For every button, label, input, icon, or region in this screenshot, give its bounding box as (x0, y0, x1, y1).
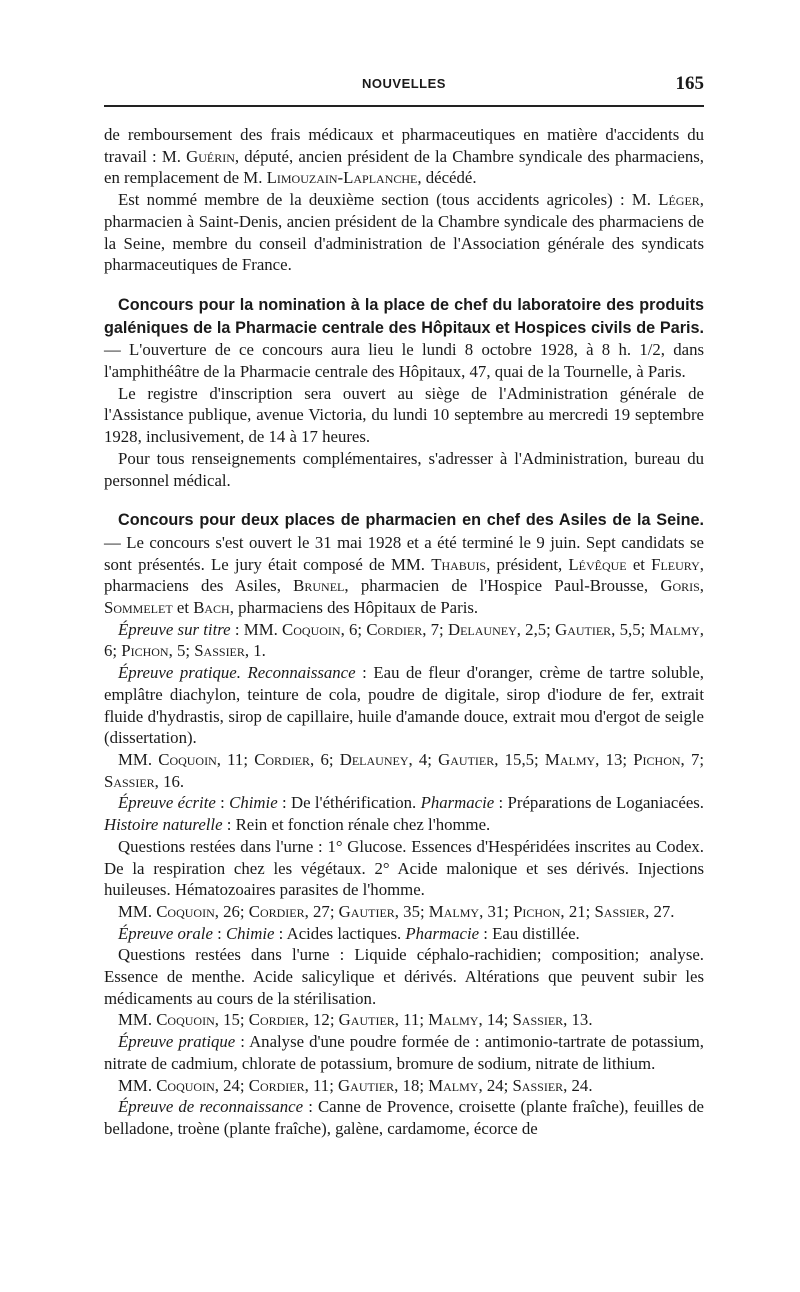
exam-label: Épreuve de reconnaissance (118, 1097, 304, 1117)
text-run: de remboursement des frais médicaux et pharmaceutiques en matière d'accidents du travail : M. (104, 125, 704, 166)
subject-label: Histoire naturelle (104, 815, 223, 835)
text-run: , décédé. (417, 168, 477, 188)
text-run: , (699, 576, 704, 596)
running-title: NOUVELLES (362, 76, 446, 91)
exam-paragraph (104, 923, 704, 945)
section-gap (104, 491, 704, 509)
paragraph: Pour tous renseignements complémentaires, s'adresser à l'Administration, bureau du personnel médical. (104, 448, 704, 490)
text-run: , pharmaciens des Hôpitaux de Paris. (229, 598, 479, 618)
subject-label: Pharmacie (405, 923, 480, 943)
text-run: — L'ouverture de ce concours aura lieu le lundi 8 octobre 1928, à 8 h. 1/2, dans l'amphithéâtre de la Pharmacie centrale des Hôpitaux, 47, quai de la Tournelle, à Paris. (104, 340, 704, 382)
text-run: : Analyse d'une poudre formée de : antimonio-tartrate de potassium, nitrate de cadmium, chlorate de potassium, bromure de sodium, nitrate de lithium. (104, 1032, 704, 1073)
section-paragraph (104, 509, 704, 619)
exam-label: Épreuve sur titre (118, 619, 231, 639)
text-run: : De l'éthérification. (277, 793, 421, 813)
paragraph: Questions restées dans l'urne : 1° Glucose. Essences d'Hespéridées inscrites au Codex. De la respiration chez les végétaux. 2° Acide malonique et ses dérivés. Injections huileuses. Hématozoaires parasites de l'homme. (104, 836, 704, 900)
text-run: : Canne de Provence, croisette (plante fraîche), feuilles de belladone, troène (plante fraîche), galène, cardamome, écorce de (104, 1097, 704, 1138)
results-paragraph: MM. Coquoin, 15; Cordier, 12; Gautier, 11; Malmy, 14; Sassier, 13. (118, 1010, 593, 1030)
results-paragraph: MM. Coquoin, 26; Cordier, 27; Gautier, 35; Malmy, 31; Pichon, 21; Sassier, 27. (118, 901, 675, 921)
text-run: Est nommé membre de la deuxième section (tous accidents agricoles) : M. (118, 190, 659, 210)
text-run: — Le concours s'est ouvert le 31 mai 1928 et a été terminé le 9 juin. Sept candidats se sont présentés. Le jury était composé de MM. (104, 532, 704, 574)
page-header (104, 73, 704, 100)
person-name: Guérin (186, 146, 235, 166)
header-rule (104, 105, 704, 107)
section-heading: Concours pour deux places de pharmacien en chef des Asiles de la Seine. (118, 511, 704, 530)
person-name: Brunel (293, 576, 345, 596)
section-paragraph (104, 294, 704, 383)
exam-paragraph (104, 1031, 704, 1074)
exam-paragraph (104, 792, 704, 835)
text-run: : Préparations de Loganiacées. (494, 793, 704, 813)
exam-label: Épreuve pratique (118, 1032, 236, 1052)
person-name: Lévêque (568, 554, 627, 574)
exam-paragraph (104, 662, 704, 749)
paragraph: Questions restées dans l'urne : Liquide céphalo-rachidien; composition; analyse. Essence de menthe. Acide salicylique et dérivés. Altérations que peuvent subir les médicaments au cours de la stérilisation. (104, 945, 704, 1008)
person-name: Sommelet (104, 598, 173, 618)
exam-paragraph (104, 619, 704, 662)
text-run: : (212, 923, 226, 943)
subject-label: Chimie (225, 923, 275, 943)
paragraph: Le registre d'inscription sera ouvert au siège de l'Administration générale de l'Assistance publique, avenue Victoria, du lundi 10 septembre au mercredi 19 septembre 1928, inclusivement, de 14 à 17 heures. (104, 383, 704, 447)
results-paragraph: MM. Coquoin, 11; Cordier, 6; Delauney, 4; Gautier, 15,5; Malmy, 13; Pichon, 7; Sassier, 16. (104, 749, 704, 791)
results-paragraph: MM. Coquoin, 24; Cordier, 11; Gautier, 18; Malmy, 24; Sassier, 24. (118, 1075, 593, 1095)
text-run: et (626, 554, 652, 574)
person-name: Thabuis (431, 554, 487, 574)
text-run: : Eau de fleur d'oranger, crème de tartre soluble, emplâtre diachylon, teinture de cola, poudre de digitale, sirop d'iodure de fer, extrait fluide d'hydrastis, sirop de capillaire, huile d'amande douce, extrait mou d'ergot de seigle (dissertation). (104, 663, 704, 748)
person-name: Bach (193, 598, 230, 618)
text-run: : Acides lactiques. (274, 923, 406, 943)
paragraph (104, 124, 704, 189)
exam-scores: : MM. Coquoin, 6; Cordier, 7; Delauney, 2,5; Gautier, 5,5; Malmy, 6; Pichon, 5; Sassier, 1. (104, 619, 704, 661)
person-name: Goris (660, 576, 700, 596)
text-run: : Rein et fonction rénale chez l'homme. (222, 815, 491, 835)
exam-label: Épreuve écrite (118, 793, 216, 813)
text-run: : Eau distillée. (479, 923, 580, 943)
section-heading: Concours pour la nomination à la place de chef du laboratoire des produits galéniques de la Pharmacie centrale des Hôpitaux et Hospices civils de Paris. (104, 295, 704, 337)
exam-paragraph (104, 1096, 704, 1139)
paragraph (104, 189, 704, 276)
text-run: et (172, 598, 194, 618)
person-name: Léger (658, 190, 700, 210)
person-name: Limouzain-Laplanche (266, 168, 418, 188)
subject-label: Pharmacie (420, 793, 495, 813)
person-name: Fleury (651, 554, 700, 574)
section-gap (104, 276, 704, 294)
exam-label: Épreuve pratique. Reconnaissance (118, 663, 356, 683)
text-run: : (215, 793, 230, 813)
subject-label: Chimie (229, 793, 278, 813)
text-run: , pharmacien à Saint-Denis, ancien président de la Chambre syndicale des pharmaciens de la Seine, membre du conseil d'administration de l'Association générale des syndicats pharmaceutiques de France. (104, 190, 704, 275)
text-run: , président, (486, 554, 569, 574)
text-run: , pharmaciens des Asiles, (104, 554, 704, 596)
page-number: 165 (675, 73, 704, 94)
text-run: , pharmacien de l'Hospice Paul-Brousse, (344, 576, 661, 596)
body-text (104, 124, 704, 1140)
text-run: , député, ancien président de la Chambre syndicale des pharmaciens, en remplacement de M. (104, 146, 704, 188)
exam-label: Épreuve orale (118, 923, 213, 943)
